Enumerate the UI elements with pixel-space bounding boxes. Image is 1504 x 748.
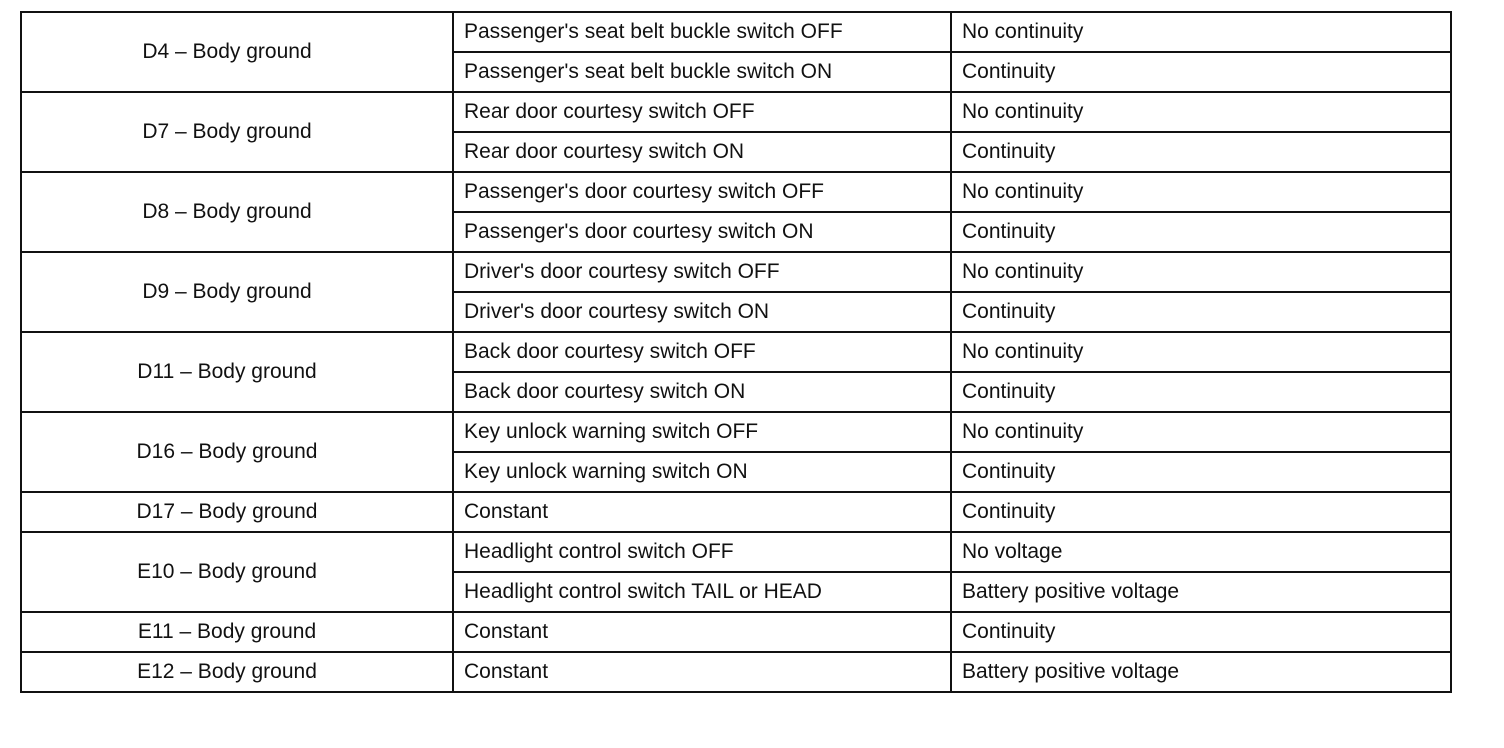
table-row bbox=[21, 252, 1451, 292]
table-row bbox=[21, 652, 1451, 692]
condition-cell: Headlight control switch OFF bbox=[453, 532, 951, 572]
table-row bbox=[21, 12, 1451, 52]
spec-cell: Battery positive voltage bbox=[951, 572, 1451, 612]
table-row bbox=[21, 92, 1451, 132]
spec-cell: Continuity bbox=[951, 132, 1451, 172]
condition-cell: Rear door courtesy switch OFF bbox=[453, 92, 951, 132]
spec-cell: No continuity bbox=[951, 412, 1451, 452]
continuity-spec-table bbox=[20, 11, 1452, 693]
spec-cell: Continuity bbox=[951, 292, 1451, 332]
terminal-cell: E11 – Body ground bbox=[21, 612, 453, 652]
spec-cell: No continuity bbox=[951, 92, 1451, 132]
condition-cell: Passenger's seat belt buckle switch ON bbox=[453, 52, 951, 92]
spec-cell: Continuity bbox=[951, 212, 1451, 252]
condition-cell: Headlight control switch TAIL or HEAD bbox=[453, 572, 951, 612]
spec-cell: Continuity bbox=[951, 372, 1451, 412]
spec-cell: Continuity bbox=[951, 452, 1451, 492]
condition-cell: Passenger's seat belt buckle switch OFF bbox=[453, 12, 951, 52]
terminal-cell: E12 – Body ground bbox=[21, 652, 453, 692]
condition-cell: Back door courtesy switch OFF bbox=[453, 332, 951, 372]
table-row bbox=[21, 612, 1451, 652]
condition-cell: Constant bbox=[453, 492, 951, 532]
condition-cell: Driver's door courtesy switch OFF bbox=[453, 252, 951, 292]
condition-cell: Key unlock warning switch ON bbox=[453, 452, 951, 492]
spec-cell: No continuity bbox=[951, 12, 1451, 52]
condition-cell: Rear door courtesy switch ON bbox=[453, 132, 951, 172]
terminal-cell: D4 – Body ground bbox=[21, 12, 453, 92]
spec-cell: Continuity bbox=[951, 612, 1451, 652]
spec-cell: No voltage bbox=[951, 532, 1451, 572]
spec-cell: No continuity bbox=[951, 252, 1451, 292]
terminal-cell: D17 – Body ground bbox=[21, 492, 453, 532]
table-row bbox=[21, 172, 1451, 212]
spec-cell: No continuity bbox=[951, 172, 1451, 212]
terminal-cell: E10 – Body ground bbox=[21, 532, 453, 612]
condition-cell: Constant bbox=[453, 612, 951, 652]
spec-cell: Continuity bbox=[951, 492, 1451, 532]
spec-cell: Continuity bbox=[951, 52, 1451, 92]
condition-cell: Passenger's door courtesy switch OFF bbox=[453, 172, 951, 212]
terminal-cell: D11 – Body ground bbox=[21, 332, 453, 412]
table-row bbox=[21, 332, 1451, 372]
table-row bbox=[21, 412, 1451, 452]
table-row bbox=[21, 532, 1451, 572]
condition-cell: Back door courtesy switch ON bbox=[453, 372, 951, 412]
terminal-cell: D7 – Body ground bbox=[21, 92, 453, 172]
spec-cell: No continuity bbox=[951, 332, 1451, 372]
terminal-cell: D8 – Body ground bbox=[21, 172, 453, 252]
condition-cell: Key unlock warning switch OFF bbox=[453, 412, 951, 452]
condition-cell: Driver's door courtesy switch ON bbox=[453, 292, 951, 332]
terminal-cell: D9 – Body ground bbox=[21, 252, 453, 332]
terminal-cell: D16 – Body ground bbox=[21, 412, 453, 492]
condition-cell: Passenger's door courtesy switch ON bbox=[453, 212, 951, 252]
table-row bbox=[21, 492, 1451, 532]
spec-cell: Battery positive voltage bbox=[951, 652, 1451, 692]
condition-cell: Constant bbox=[453, 652, 951, 692]
